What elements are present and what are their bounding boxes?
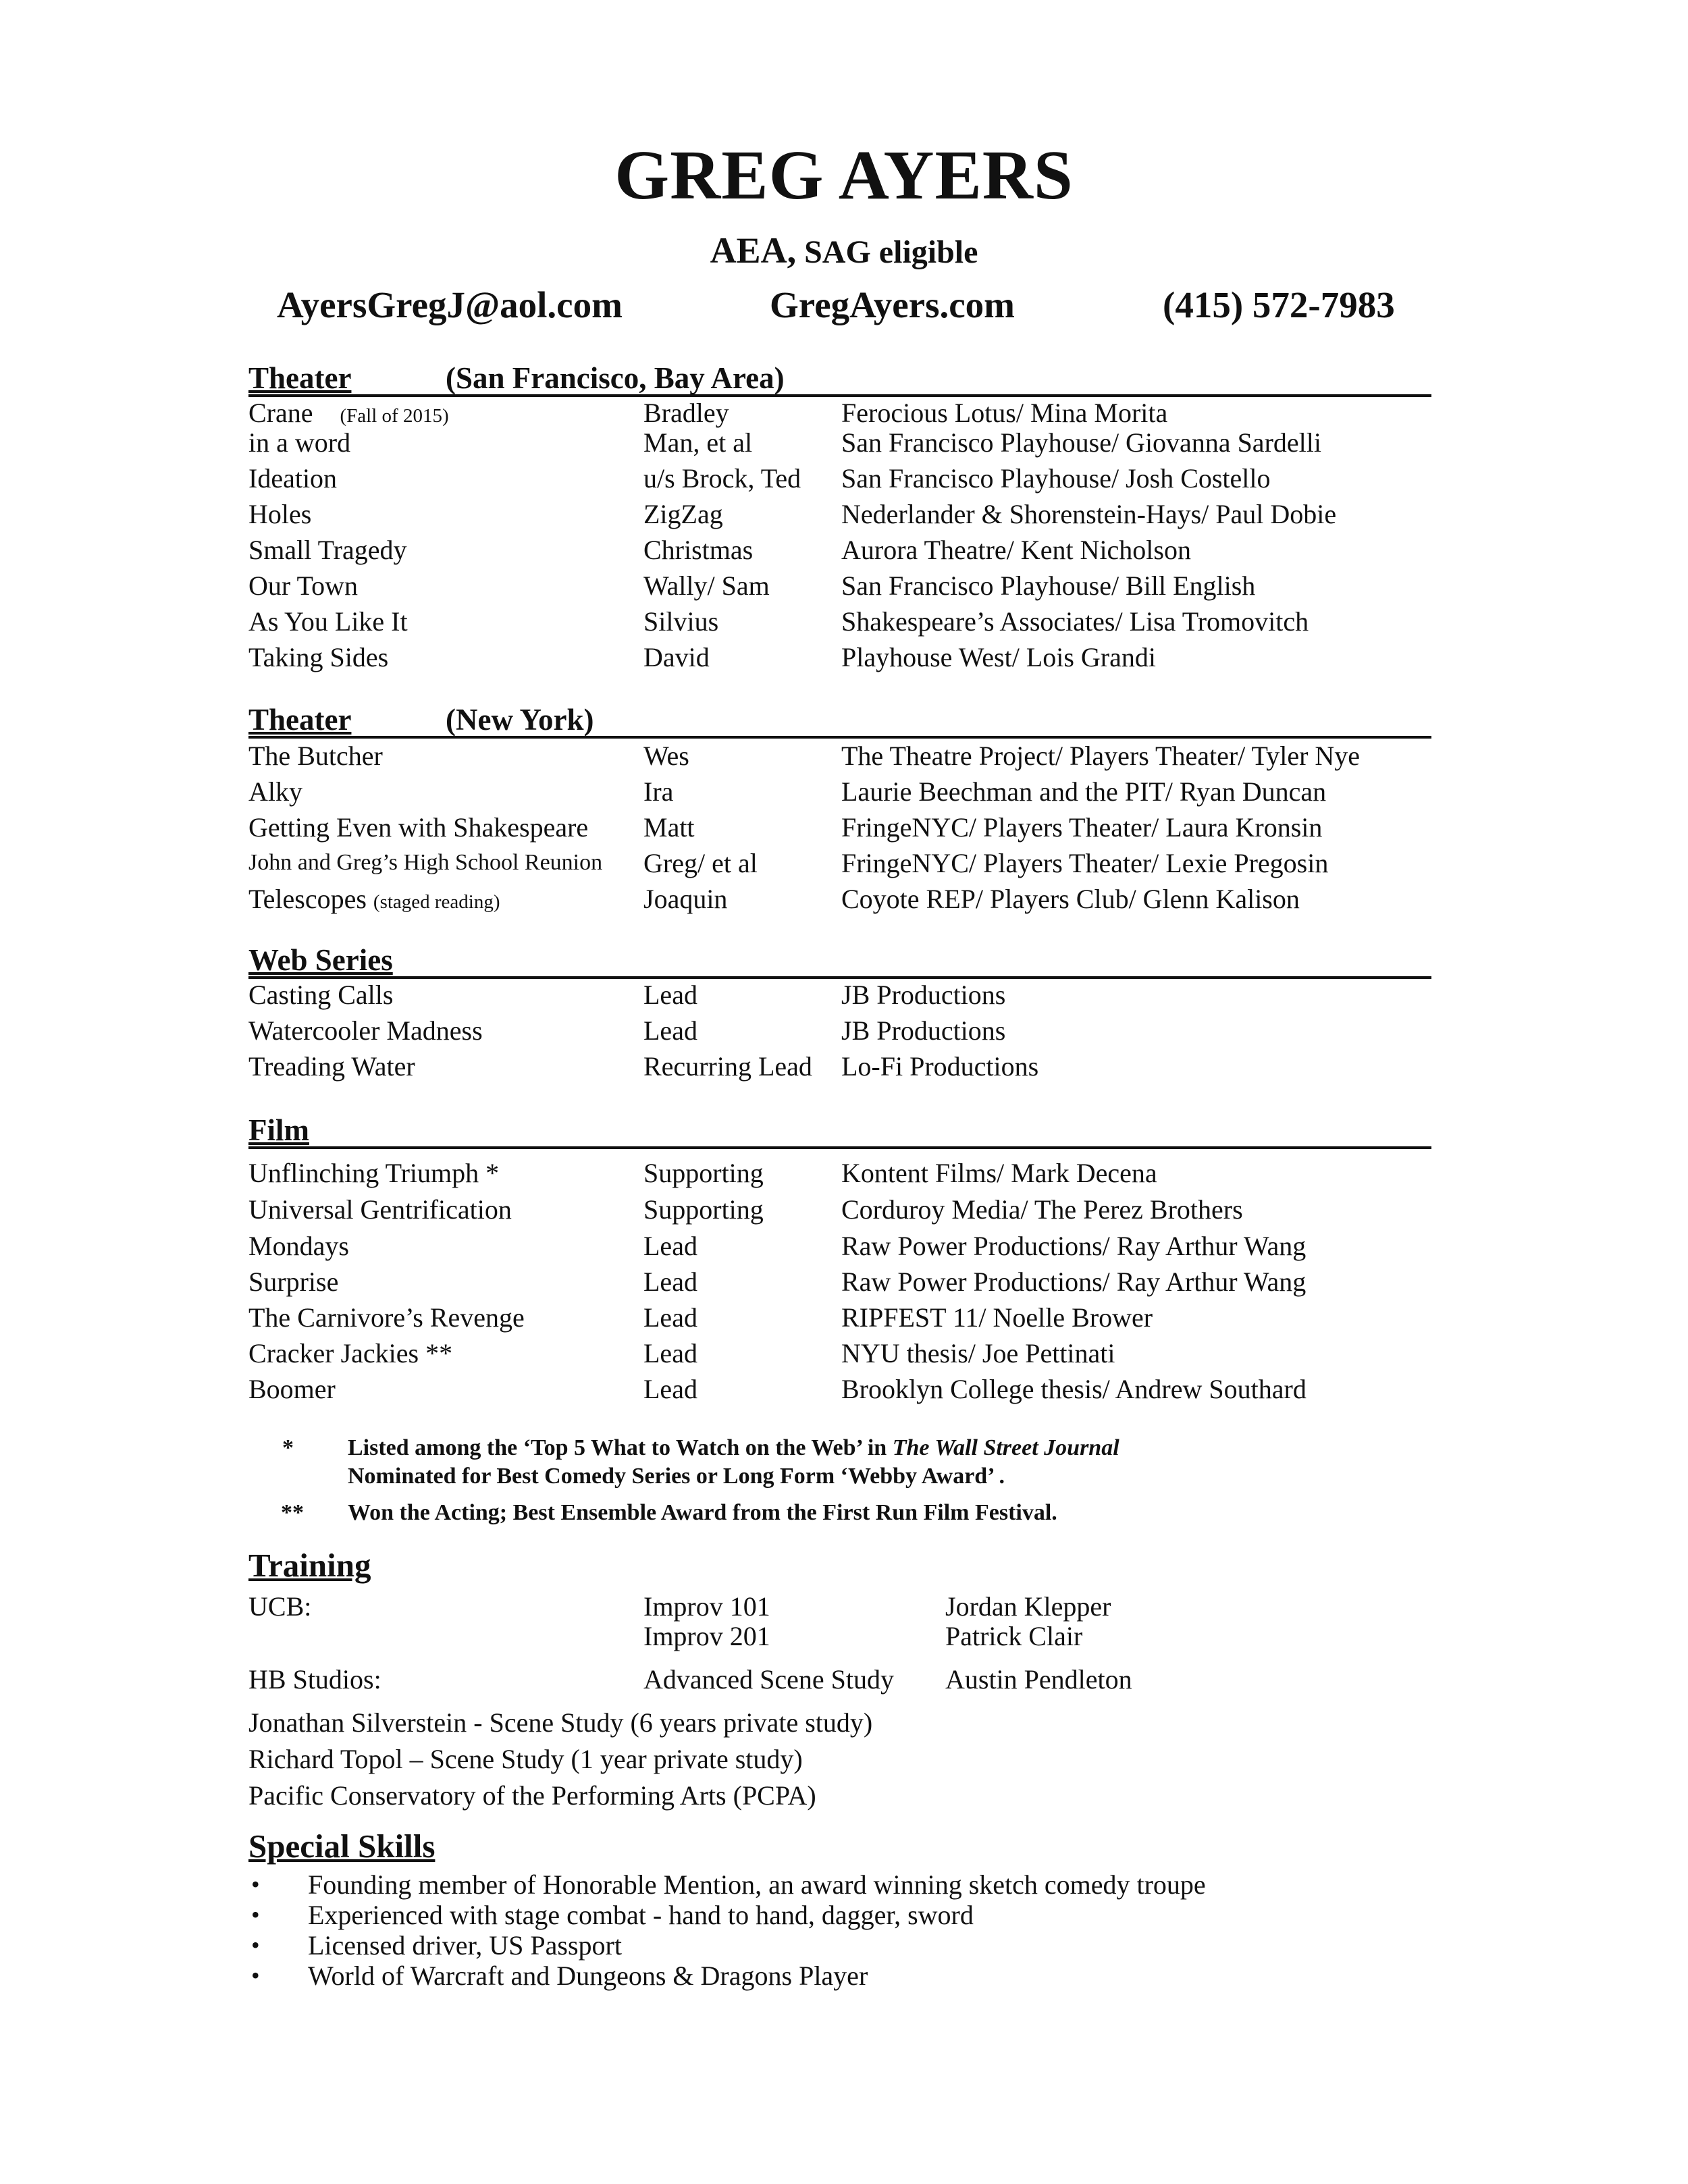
credit-role: Greg/ et al xyxy=(643,848,758,878)
union-rest: SAG eligible xyxy=(804,234,978,270)
credit-title: Cracker Jackies ** xyxy=(248,1338,453,1368)
table-row xyxy=(0,534,1688,569)
credit-company: Raw Power Productions/ Ray Arthur Wang xyxy=(841,1267,1307,1297)
credit-role: Lead xyxy=(643,1338,697,1368)
table-row xyxy=(0,811,1688,847)
section-title: Theater xyxy=(248,703,352,737)
section-title: Theater xyxy=(248,361,352,395)
credit-company: Shakespeare’s Associates/ Lisa Tromovitch xyxy=(841,606,1309,637)
section-film xyxy=(248,1107,1431,1149)
credit-title: Boomer xyxy=(248,1374,336,1404)
table-row xyxy=(0,847,1688,882)
credit-title: Small Tragedy xyxy=(248,535,407,565)
footnote-1-line-1: Listed among the ‘Top 5 What to Watch on the Web’ in The Wall Street Journal xyxy=(348,1435,1119,1460)
training-teacher: Austin Pendleton xyxy=(945,1664,1132,1695)
section-title: Film xyxy=(248,1113,309,1147)
credit-title: John and Greg’s High School Reunion xyxy=(248,850,603,875)
table-row xyxy=(0,1194,1688,1229)
credit-role: Bradley xyxy=(643,398,729,428)
section-title: Web Series xyxy=(248,943,393,977)
credit-role: ZigZag xyxy=(643,499,723,529)
credit-company: San Francisco Playhouse/ Giovanna Sardelli xyxy=(841,427,1321,458)
section-location: (San Francisco, Bay Area) xyxy=(446,361,785,395)
training-line: Jonathan Silverstein - Scene Study (6 years private study) xyxy=(248,1707,873,1738)
credit-company: Aurora Theatre/ Kent Nicholson xyxy=(841,535,1191,565)
skill-item: Experienced with stage combat - hand to hand, dagger, sword xyxy=(308,1900,974,1930)
table-row xyxy=(0,979,1688,1014)
bullet-icon: • xyxy=(251,1932,260,1959)
table-row xyxy=(0,883,1688,918)
credit-role: Lead xyxy=(643,1015,697,1046)
credit-company: NYU thesis/ Joe Pettinati xyxy=(841,1338,1115,1368)
table-row xyxy=(0,1302,1688,1337)
bullet-icon: • xyxy=(251,1871,260,1898)
credit-role: Matt xyxy=(643,812,695,843)
credit-title: Getting Even with Shakespeare xyxy=(248,812,589,843)
credit-company: Playhouse West/ Lois Grandi xyxy=(841,642,1156,672)
table-row xyxy=(0,641,1688,676)
credit-company: Coyote REP/ Players Club/ Glenn Kalison xyxy=(841,884,1300,914)
credit-title: Holes xyxy=(248,499,312,529)
credit-role: Lead xyxy=(643,980,697,1010)
table-row xyxy=(0,498,1688,533)
credit-company: Laurie Beechman and the PIT/ Ryan Duncan xyxy=(841,776,1327,807)
credit-company: Raw Power Productions/ Ray Arthur Wang xyxy=(841,1231,1307,1261)
table-row xyxy=(0,462,1688,498)
credit-title: The Butcher xyxy=(248,741,383,771)
union-main: AEA, xyxy=(710,230,797,271)
credit-role: Recurring Lead xyxy=(643,1051,812,1082)
credit-company: FringeNYC/ Players Theater/ Lexie Pregosin xyxy=(841,848,1329,878)
credit-title: Telescopes (staged reading) xyxy=(248,884,500,914)
credit-title: Taking Sides xyxy=(248,642,389,672)
credit-company: Kontent Films/ Mark Decena xyxy=(841,1158,1157,1188)
credit-role: Joaquin xyxy=(643,884,728,914)
credit-title: Universal Gentrification xyxy=(248,1194,512,1225)
credit-company: JB Productions xyxy=(841,1015,1006,1046)
training-class: Improv 101 xyxy=(643,1591,770,1622)
footnote-mark-1: * xyxy=(282,1435,294,1460)
credit-role: u/s Brock, Ted xyxy=(643,463,801,494)
training-class: Improv 201 xyxy=(643,1621,770,1651)
credit-company: JB Productions xyxy=(841,980,1006,1010)
credit-role: Lead xyxy=(643,1267,697,1297)
credit-company: Ferocious Lotus/ Mina Morita xyxy=(841,398,1168,428)
bullet-icon: • xyxy=(251,1901,260,1928)
credit-title: Mondays xyxy=(248,1231,349,1261)
credit-role: Man, et al xyxy=(643,427,753,458)
training-line: Pacific Conservatory of the Performing Arts (PCPA) xyxy=(248,1780,816,1811)
contact-phone: (415) 572-7983 xyxy=(1163,284,1395,325)
skill-item: Licensed driver, US Passport xyxy=(308,1930,622,1961)
credit-role: Lead xyxy=(643,1231,697,1261)
credit-company: Corduroy Media/ The Perez Brothers xyxy=(841,1194,1243,1225)
section-training-title: Training xyxy=(248,1547,371,1584)
training-row-ucb-2 xyxy=(0,1620,1688,1655)
table-row xyxy=(0,606,1688,641)
credit-title: The Carnivore’s Revenge xyxy=(248,1302,525,1333)
credit-title: Ideation xyxy=(248,463,338,494)
credit-role: Supporting xyxy=(643,1194,764,1225)
credit-title: Our Town xyxy=(248,570,359,601)
credit-title: As You Like It xyxy=(248,606,408,637)
credit-company: RIPFEST 11/ Noelle Brower xyxy=(841,1302,1153,1333)
credit-role: Lead xyxy=(643,1302,697,1333)
credit-title: Treading Water xyxy=(248,1051,415,1082)
table-row xyxy=(0,1050,1688,1086)
training-teacher: Patrick Clair xyxy=(945,1621,1083,1651)
footnote-2-line: Won the Acting; Best Ensemble Award from the First Run Film Festival. xyxy=(348,1500,1057,1525)
section-skills-title: Special Skills xyxy=(248,1828,436,1865)
credit-role: Silvius xyxy=(643,606,719,637)
credit-role: Christmas xyxy=(643,535,754,565)
credit-title: Casting Calls xyxy=(248,980,394,1010)
table-row xyxy=(0,1266,1688,1301)
footnote-1-line-2: Nominated for Best Comedy Series or Long Form ‘Webby Award’ . xyxy=(348,1464,1005,1489)
credit-role: Ira xyxy=(643,776,674,807)
table-row xyxy=(0,776,1688,811)
credit-company: San Francisco Playhouse/ Bill English xyxy=(841,570,1256,601)
footnote-mark-2: ** xyxy=(281,1500,304,1525)
credit-company: Nederlander & Shorenstein-Hays/ Paul Dobie xyxy=(841,499,1337,529)
table-row xyxy=(0,427,1688,462)
credit-role: David xyxy=(643,642,710,672)
training-school: HB Studios: xyxy=(248,1664,381,1695)
credit-title: in a word xyxy=(248,427,351,458)
training-line: Richard Topol – Scene Study (1 year private study) xyxy=(248,1744,803,1774)
credit-role: Supporting xyxy=(643,1158,764,1188)
credit-title: Watercooler Madness xyxy=(248,1015,483,1046)
credit-title: Crane (Fall of 2015) xyxy=(248,398,449,428)
section-web-series xyxy=(248,937,1431,979)
table-row xyxy=(0,1157,1688,1192)
training-class: Advanced Scene Study xyxy=(643,1664,895,1695)
table-row xyxy=(0,1337,1688,1373)
credit-title: Surprise xyxy=(248,1267,339,1297)
training-teacher: Jordan Klepper xyxy=(945,1591,1111,1622)
credit-title: Unflinching Triumph * xyxy=(248,1158,500,1188)
training-school: UCB: xyxy=(248,1591,312,1622)
table-row xyxy=(0,740,1688,775)
credit-role: Lead xyxy=(643,1374,697,1404)
credit-company: FringeNYC/ Players Theater/ Laura Kronsin xyxy=(841,812,1323,843)
training-row-hb xyxy=(0,1663,1688,1699)
section-theater-sf xyxy=(248,355,1431,397)
credit-company: Lo-Fi Productions xyxy=(841,1051,1039,1082)
section-location: (New York) xyxy=(446,703,594,737)
table-row xyxy=(0,1015,1688,1050)
table-row xyxy=(0,1373,1688,1408)
skill-item: Founding member of Honorable Mention, an award winning sketch comedy troupe xyxy=(308,1869,1206,1900)
union-status xyxy=(0,230,1688,271)
credit-title: Alky xyxy=(248,776,302,807)
contact-email: AyersGregJ@aol.com xyxy=(277,284,623,325)
credit-company: The Theatre Project/ Players Theater/ Tyler Nye xyxy=(841,741,1361,771)
table-row xyxy=(0,1230,1688,1265)
resume-name: GREG AYERS xyxy=(614,136,1074,214)
credit-role: Wes xyxy=(643,741,689,771)
credit-company: San Francisco Playhouse/ Josh Costello xyxy=(841,463,1271,494)
contact-website: GregAyers.com xyxy=(770,284,1015,325)
credit-company: Brooklyn College thesis/ Andrew Southard xyxy=(841,1374,1307,1404)
section-theater-ny xyxy=(248,697,1431,739)
table-row xyxy=(0,570,1688,605)
bullet-icon: • xyxy=(251,1962,260,1989)
skill-item: World of Warcraft and Dungeons & Dragons Player xyxy=(308,1961,868,1991)
credit-role: Wally/ Sam xyxy=(643,570,770,601)
